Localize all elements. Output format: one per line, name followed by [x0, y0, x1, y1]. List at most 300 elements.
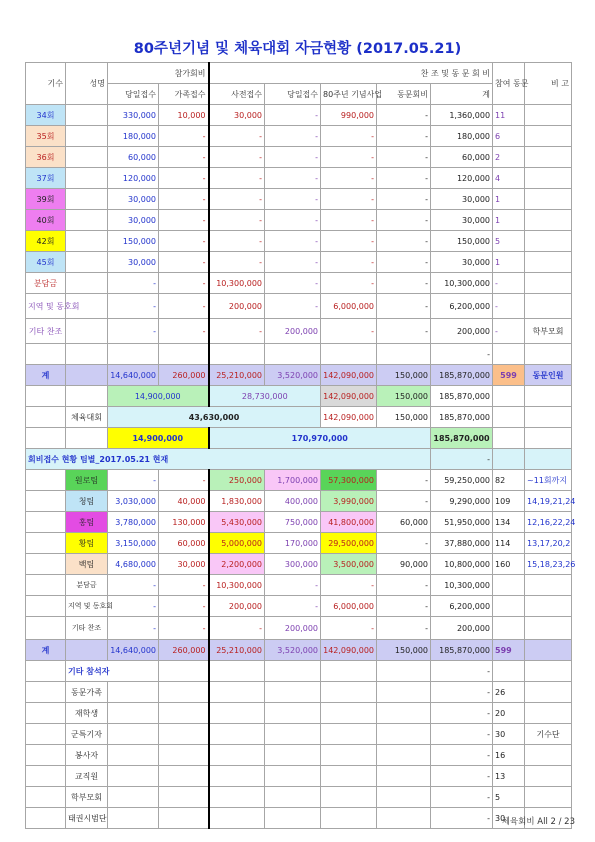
col-f-cell: -: [377, 575, 431, 596]
col-a-cell: 180,000: [108, 126, 159, 147]
col-a-cell: 3,150,000: [108, 533, 159, 554]
col-g-cell: 6,200,000: [431, 294, 493, 319]
team-row: [26, 533, 572, 554]
header-attend: 참여 동문: [493, 63, 525, 105]
gisu-cell: 분담금: [26, 273, 66, 294]
col-d-cell: -: [265, 210, 321, 231]
blank-cell: [377, 724, 431, 745]
gisu-cell: 37회: [26, 168, 66, 189]
attend-cell: 1: [493, 189, 525, 210]
col-g-cell: -: [431, 808, 493, 829]
col-b-cell: -: [159, 294, 209, 319]
col-f-cell: -: [377, 126, 431, 147]
col-b-cell: -: [159, 273, 209, 294]
col-e-cell: 3,500,000: [321, 554, 377, 575]
col-e-cell: -: [321, 189, 377, 210]
blank-cell: [321, 682, 377, 703]
team-name-cell: 청팀: [66, 491, 108, 512]
attendee-row: [26, 787, 572, 808]
note-cell: 12,16,22,24: [525, 512, 572, 533]
blank-cell: [26, 724, 66, 745]
blank-cell: [209, 682, 265, 703]
attendee-name: 동문가족: [66, 682, 108, 703]
col-c-cell: 200,000: [209, 596, 265, 617]
col-c-cell: 10,300,000: [209, 575, 265, 596]
team-row: [26, 617, 572, 640]
subtotal-row-1: [26, 386, 572, 407]
col-c-cell: 250,000: [209, 470, 265, 491]
col-e-cell: 6,000,000: [321, 294, 377, 319]
col-g-cell: -: [431, 344, 493, 365]
class-row: [26, 126, 572, 147]
col-f-cell: -: [377, 189, 431, 210]
col-d-cell: -: [265, 575, 321, 596]
col-g-cell: 185,870,000: [431, 407, 493, 428]
col-b-cell: -: [159, 126, 209, 147]
col-c-cell: 10,300,000: [209, 273, 265, 294]
blank-cell: [265, 661, 321, 682]
col-d-cell: 170,000: [265, 533, 321, 554]
col-c-cell: 1,830,000: [209, 491, 265, 512]
note-cell: [525, 189, 572, 210]
name-cell: [66, 168, 108, 189]
col-d-cell: -: [265, 252, 321, 273]
team-row: [26, 512, 572, 533]
attend-cell: 30: [493, 724, 525, 745]
attend-cell: 160: [493, 554, 525, 575]
blank-cell: [493, 449, 525, 470]
blank-cell: [66, 386, 108, 407]
blank-cell: [377, 344, 431, 365]
attend-cell: [493, 617, 525, 640]
blank-cell: [159, 682, 209, 703]
sponsor-grand: 170,970,000: [209, 428, 431, 449]
team-name-cell: 분담금: [66, 575, 108, 596]
note-cell: 동문인원: [525, 365, 572, 386]
attendee-name: 교직원: [66, 766, 108, 787]
col-c-cell: -: [209, 617, 265, 640]
col-f-cell: -: [377, 491, 431, 512]
blank-cell: [159, 787, 209, 808]
blank-cell: [493, 386, 525, 407]
col-c-cell: 5,000,000: [209, 533, 265, 554]
blank-cell: [159, 344, 209, 365]
col-g-cell: 51,950,000: [431, 512, 493, 533]
col-g-cell: -: [431, 449, 493, 470]
blank-cell: [265, 344, 321, 365]
note-cell: [525, 640, 572, 661]
col-e-cell: -: [321, 210, 377, 231]
col-e-cell: 142,090,000: [321, 365, 377, 386]
blank-cell: [209, 661, 265, 682]
blank-cell: [321, 703, 377, 724]
blank-cell: [108, 344, 159, 365]
note-cell: [525, 273, 572, 294]
col-g-cell: 185,870,000: [431, 365, 493, 386]
col-a-cell: -: [108, 470, 159, 491]
col-e-cell: 6,000,000: [321, 596, 377, 617]
col-d-cell: -: [265, 273, 321, 294]
col-a-cell: 60,000: [108, 147, 159, 168]
name-cell: [66, 147, 108, 168]
col-d-cell: -: [265, 168, 321, 189]
blank-cell: [377, 661, 431, 682]
note-cell: [525, 252, 572, 273]
col-a-cell: -: [108, 575, 159, 596]
attend-cell: 599: [493, 365, 525, 386]
col-g-cell: 10,800,000: [431, 554, 493, 575]
col-a-cell: -: [108, 294, 159, 319]
col-a-cell: 150,000: [108, 231, 159, 252]
blank-cell: [159, 724, 209, 745]
col-d-cell: 3,520,000: [265, 640, 321, 661]
blank-cell: [26, 745, 66, 766]
col-e-cell: -: [321, 168, 377, 189]
gisu-cell: 36회: [26, 147, 66, 168]
col-d-cell: 200,000: [265, 617, 321, 640]
attendee-name: 군특기자: [66, 724, 108, 745]
col-f-cell: -: [377, 617, 431, 640]
blank-cell: [26, 661, 66, 682]
col-d-cell: -: [265, 596, 321, 617]
col-g-cell: -: [431, 745, 493, 766]
note-cell: 13,17,20,2: [525, 533, 572, 554]
class-row: [26, 252, 572, 273]
col-c-cell: -: [209, 210, 265, 231]
blank-cell: [525, 449, 572, 470]
blank-cell: [108, 766, 159, 787]
blank-cell: [525, 344, 572, 365]
col-g-cell: 200,000: [431, 319, 493, 344]
attend-cell: 1: [493, 210, 525, 231]
fund-status-table: [25, 62, 576, 829]
blank-cell: [321, 766, 377, 787]
gisu-cell: 34회: [26, 105, 66, 126]
col-f-cell: -: [377, 319, 431, 344]
col-g-cell: 1,360,000: [431, 105, 493, 126]
gisu-cell: 39회: [26, 189, 66, 210]
note-cell: [525, 147, 572, 168]
blank-cell: [26, 787, 66, 808]
team-section-title: 회비접수 현황 팀별_2017.05.21 현재: [26, 449, 431, 470]
col-d-cell: 400,000: [265, 491, 321, 512]
col-f-cell: -: [377, 231, 431, 252]
col-a-cell: 30,000: [108, 252, 159, 273]
col-g-cell: -: [431, 682, 493, 703]
col-g-cell: 200,000: [431, 617, 493, 640]
col-g-cell: -: [431, 703, 493, 724]
class-row: [26, 189, 572, 210]
col-b-cell: -: [159, 575, 209, 596]
col-b-cell: -: [159, 470, 209, 491]
blank-cell: [209, 808, 265, 829]
blank-cell: [26, 596, 66, 617]
header-col-g: 계: [431, 84, 493, 105]
note-cell: [525, 617, 572, 640]
class-row: [26, 319, 572, 344]
col-c-cell: 200,000: [209, 294, 265, 319]
blank-cell: [321, 808, 377, 829]
col-d-cell: 300,000: [265, 554, 321, 575]
blank-cell: [26, 533, 66, 554]
col-f-cell: 150,000: [377, 365, 431, 386]
col-f-cell: -: [377, 252, 431, 273]
attend-cell: 16: [493, 745, 525, 766]
col-d-cell: -: [265, 105, 321, 126]
col-g-cell: 59,250,000: [431, 470, 493, 491]
blank-cell: [265, 745, 321, 766]
note-cell: [525, 575, 572, 596]
header-group-sponsor: 찬 조 및 동 문 회 비: [209, 63, 493, 84]
gisu-cell: 40회: [26, 210, 66, 231]
blank-cell: [265, 703, 321, 724]
col-b-cell: 30,000: [159, 554, 209, 575]
attendee-row: [26, 745, 572, 766]
col-e-cell: 29,500,000: [321, 533, 377, 554]
attend-cell: 11: [493, 105, 525, 126]
attendee-row: [26, 703, 572, 724]
col-g-cell: -: [431, 787, 493, 808]
attend-cell: 30: [493, 808, 525, 829]
attend-cell: 20: [493, 703, 525, 724]
col-g-cell: 10,300,000: [431, 273, 493, 294]
attend-cell: 114: [493, 533, 525, 554]
page-title: 80주년기념 및 체육대회 자금현황 (2017.05.21): [133, 41, 462, 57]
blank-cell: [66, 344, 108, 365]
team-name-cell: 황팀: [66, 533, 108, 554]
blank-cell: [525, 386, 572, 407]
col-g-cell: 9,290,000: [431, 491, 493, 512]
blank-cell: [26, 344, 66, 365]
col-d-cell: -: [265, 147, 321, 168]
attendee-name: 봉사자: [66, 745, 108, 766]
gisu-cell: 지역 및 동호회: [26, 294, 66, 319]
sports-label: 체육대회: [66, 407, 108, 428]
attendee-name: 재학생: [66, 703, 108, 724]
note-cell: [525, 682, 572, 703]
team-name-cell: 기타 찬조: [66, 617, 108, 640]
col-c-cell: -: [209, 147, 265, 168]
col-g-cell: 180,000: [431, 126, 493, 147]
attendee-name: 학부모회: [66, 787, 108, 808]
blank-cell: [209, 787, 265, 808]
col-e-cell: -: [321, 575, 377, 596]
team-row: [26, 554, 572, 575]
col-e-cell: -: [321, 147, 377, 168]
col-c-cell: 5,430,000: [209, 512, 265, 533]
blank-cell: [265, 682, 321, 703]
attend-cell: 82: [493, 470, 525, 491]
col-b-cell: -: [159, 617, 209, 640]
blank-cell: [159, 766, 209, 787]
col-g-cell: 30,000: [431, 252, 493, 273]
team-name-cell: 백팀: [66, 554, 108, 575]
col-a-cell: 30,000: [108, 189, 159, 210]
col-g-cell: 150,000: [431, 231, 493, 252]
total-label: 계: [26, 640, 66, 661]
blank-cell: [525, 661, 572, 682]
blank-cell: [108, 682, 159, 703]
attend-cell: -: [493, 273, 525, 294]
col-d-cell: 3,520,000: [265, 365, 321, 386]
subtotal-row-2: [26, 407, 572, 428]
blank-cell: [159, 808, 209, 829]
col-d-cell: -: [265, 126, 321, 147]
blank-cell: [321, 661, 377, 682]
col-b-cell: -: [159, 252, 209, 273]
col-b-cell: 40,000: [159, 491, 209, 512]
class-row: [26, 210, 572, 231]
col-e-cell: 57,300,000: [321, 470, 377, 491]
col-d-cell: -: [265, 189, 321, 210]
note-cell: [525, 766, 572, 787]
class-row: [26, 105, 572, 126]
col-f-cell: -: [377, 273, 431, 294]
attendee-row: [26, 766, 572, 787]
blank-cell: [26, 575, 66, 596]
col-a-cell: -: [108, 617, 159, 640]
attend-cell: 5: [493, 787, 525, 808]
header-row-2: [26, 84, 572, 105]
note-cell: [525, 703, 572, 724]
col-f-cell: 150,000: [377, 407, 431, 428]
col-e-cell: -: [321, 617, 377, 640]
note-cell: [525, 294, 572, 319]
attend-cell: 2: [493, 147, 525, 168]
blank-cell: [493, 428, 525, 449]
note-cell: 15,18,23,26: [525, 554, 572, 575]
header-col-c: 사전접수: [209, 84, 265, 105]
header-row-1: [26, 63, 572, 84]
attendee-row: [26, 808, 572, 829]
col-g-cell: 37,880,000: [431, 533, 493, 554]
blank-cell: [26, 428, 66, 449]
col-b-cell: 10,000: [159, 105, 209, 126]
col-e-cell: -: [321, 126, 377, 147]
col-g-cell: 185,870,000: [431, 386, 493, 407]
name-cell: [66, 231, 108, 252]
col-g-cell: 6,200,000: [431, 596, 493, 617]
blank-cell: [265, 808, 321, 829]
attendee-row: [26, 724, 572, 745]
col-c-cell: 25,210,000: [209, 640, 265, 661]
col-f-cell: -: [377, 470, 431, 491]
col-c-cell: -: [209, 252, 265, 273]
note-cell: [525, 745, 572, 766]
blank-cell: [377, 766, 431, 787]
col-a-cell: -: [108, 319, 159, 344]
attend-cell: 6: [493, 126, 525, 147]
blank-row: [26, 344, 572, 365]
blank-cell: [493, 661, 525, 682]
col-c-cell: 30,000: [209, 105, 265, 126]
fees-grand: 14,900,000: [108, 428, 209, 449]
class-row: [26, 231, 572, 252]
blank-cell: [108, 745, 159, 766]
team-name-cell: 지역 및 동호회: [66, 596, 108, 617]
prepay-sum: 28,730,000: [209, 386, 321, 407]
header-gisu: 기수: [26, 63, 66, 105]
blank-cell: [26, 766, 66, 787]
col-b-cell: 260,000: [159, 365, 209, 386]
col-d-cell: -: [265, 294, 321, 319]
col-d-cell: 1,700,000: [265, 470, 321, 491]
team-row: [26, 596, 572, 617]
name-cell: [66, 126, 108, 147]
attendee-name: 태권시범단: [66, 808, 108, 829]
attend-cell: 13: [493, 766, 525, 787]
blank-cell: [26, 407, 66, 428]
blank-cell: [209, 745, 265, 766]
blank-cell: [525, 428, 572, 449]
col-c-cell: -: [209, 168, 265, 189]
col-f-cell: -: [377, 596, 431, 617]
col-f-cell: 150,000: [377, 386, 431, 407]
col-a-cell: -: [108, 596, 159, 617]
col-f-cell: -: [377, 533, 431, 554]
col-f-cell: -: [377, 294, 431, 319]
blank-cell: [265, 724, 321, 745]
col-e-cell: 41,800,000: [321, 512, 377, 533]
gisu-cell: 기타 찬조: [26, 319, 66, 344]
team-section-header: [26, 449, 572, 470]
col-a-cell: -: [108, 273, 159, 294]
col-a-cell: 330,000: [108, 105, 159, 126]
fees-sum: 14,900,000: [108, 386, 209, 407]
header-col-d: 당일접수: [265, 84, 321, 105]
team-row: [26, 575, 572, 596]
col-a-cell: 14,640,000: [108, 365, 159, 386]
blank-cell: [209, 344, 265, 365]
blank-cell: [321, 724, 377, 745]
blank-cell: [525, 407, 572, 428]
col-c-cell: 2,200,000: [209, 554, 265, 575]
col-e-cell: 142,090,000: [321, 640, 377, 661]
col-g-cell: 120,000: [431, 168, 493, 189]
note-cell: ~11회까지: [525, 470, 572, 491]
page-footer: 체육회비 All 2 / 23: [501, 817, 575, 827]
blank-cell: [26, 682, 66, 703]
blank-cell: [159, 745, 209, 766]
col-c-cell: -: [209, 231, 265, 252]
col-d-cell: 750,000: [265, 512, 321, 533]
col-b-cell: -: [159, 210, 209, 231]
subtotal-row-3: [26, 428, 572, 449]
attend-cell: 109: [493, 491, 525, 512]
note-cell: 기수단: [525, 724, 572, 745]
col-e-cell: -: [321, 273, 377, 294]
name-cell: [66, 365, 108, 386]
team-row: [26, 470, 572, 491]
note-cell: [525, 596, 572, 617]
blank-cell: [493, 344, 525, 365]
note-cell: [525, 210, 572, 231]
blank-cell: [26, 554, 66, 575]
blank-cell: [159, 703, 209, 724]
col-f-cell: 60,000: [377, 512, 431, 533]
col-b-cell: 60,000: [159, 533, 209, 554]
col-f-cell: -: [377, 210, 431, 231]
attend-cell: 4: [493, 168, 525, 189]
blank-cell: [108, 703, 159, 724]
blank-cell: [209, 766, 265, 787]
name-cell: [66, 105, 108, 126]
team-total-row: [26, 640, 572, 661]
blank-cell: [66, 428, 108, 449]
col-e-cell: -: [321, 252, 377, 273]
gisu-cell: 42회: [26, 231, 66, 252]
col-g-cell: -: [431, 661, 493, 682]
